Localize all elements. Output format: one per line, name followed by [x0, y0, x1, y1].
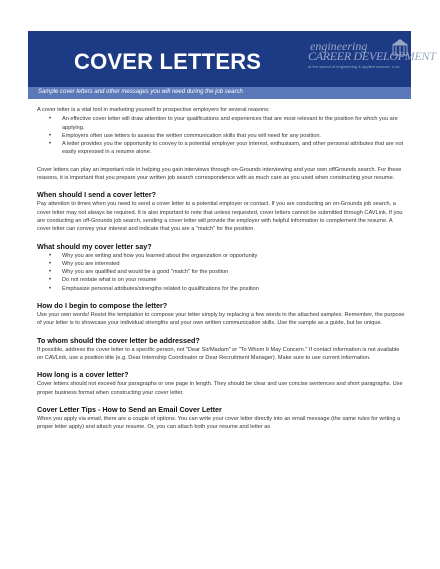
section-body: Pay attention to times when you need to send a cover letter to a potential employer or contact. If you are conducting an on-Grounds job search, a cover letter may not always be required. It is also important to note that unless requested, cover letters cannot be submitted through CAVLink. If you are conducting an off-Grounds job search, sending a cover letter will provide the employer with helpful information to complement the resume. A cover letter can convey your interest and indicate that you are a "match" for the position.	[37, 201, 403, 233]
brand-line-1: engineering	[310, 39, 368, 53]
title-banner	[28, 31, 436, 87]
section-what	[37, 242, 407, 293]
intro-paragraph: Cover letters can play an important role in helping you gain interviews through on-Grounds interviewing and your own offGrounds search. For these reasons, it is important that you prepare your written job search correspondence with as much care as you used when constructing your resume.	[37, 166, 402, 182]
brand-logo	[308, 37, 436, 77]
bullet-icon: •	[49, 269, 52, 276]
what-bullet-list	[37, 252, 407, 293]
section-body: Cover letters should not exceed four paragraphs or one page in length. They should be clear and use concise sentences and short paragraphs. Use proper business format when constructing your cover letter.	[37, 381, 403, 396]
subtitle-bar	[28, 87, 411, 99]
section-heading: When should I send a cover letter?	[37, 190, 157, 200]
section-heading: To whom should the cover letter be addressed?	[37, 335, 200, 345]
list-item: • A letter provides you the opportunity to convey to a potential employer your interest, enthusiasm, and other personal attributes that are not easily expressed in a resume alone.	[49, 141, 404, 156]
intro-lead: A cover letter is a vital tool in marketing yourself to prospective employers for several reasons:	[37, 107, 270, 113]
list-item: • Employers often use letters to assess the written communication skills that you will need for any position.	[49, 132, 321, 139]
section-length	[37, 370, 407, 397]
intro-bullet-list	[37, 115, 407, 156]
bullet-icon: •	[49, 132, 52, 139]
section-heading: Cover Letter Tips - How to Send an Email Cover Letter	[37, 404, 222, 414]
bullet-icon: •	[49, 116, 52, 123]
section-address	[37, 336, 407, 363]
section-heading: How do I begin to compose the letter?	[37, 301, 168, 311]
bullet-icon: •	[49, 285, 52, 292]
section-body: If possible, address the cover letter to a specific person, not "Dear Sir/Madam" or "To Whom It May Concern." If contact information is not available on CAVLink, use a position title (e.g. Dear Internship Coordinator or Dear Recruitment Manager). Make sure to use current information.	[37, 346, 400, 361]
list-item: • Why you are qualified and would be a good "match" for the position	[49, 269, 229, 276]
list-item: • Why you are interested	[49, 260, 120, 267]
section-body: Use your own words! Resist the temptation to compose your letter simply by replacing a few words in the attached samples. Remember, the purpose of your letter is to showcase your individual strengths and your own written communication skills. Use the sample as a guide, but be unique.	[37, 312, 405, 327]
bullet-icon: •	[49, 260, 52, 267]
section-heading: How long is a cover letter?	[37, 370, 129, 380]
section-begin	[37, 301, 407, 328]
bullet-icon: •	[49, 277, 52, 284]
page-title: COVER LETTERS	[74, 49, 262, 74]
building-icon	[390, 37, 410, 57]
section-when	[37, 190, 407, 233]
section-heading: What should my cover letter say?	[37, 241, 152, 251]
list-item: • Do not restate what is on your resume	[49, 277, 157, 284]
brand-line-2: CAREER DEVELOPMENT	[308, 49, 436, 63]
bullet-icon: •	[49, 141, 52, 148]
bullet-icon: •	[49, 252, 52, 259]
brand-line-3: at the school of engineering & applied science, u.va.	[308, 64, 401, 69]
section-body: When you apply via email, there are a couple of options. You can write your cover letter directly into an email message (the same rules for writing a proper letter apply) and attach your resume. Or, you can attach both your resume and letter as	[37, 415, 401, 431]
list-item: • Emphasize personal attributes/strengths related to qualifications for the position	[49, 285, 259, 292]
list-item: • Why you are writing and how you learned about the organization or opportunity	[49, 252, 258, 259]
list-item: • An effective cover letter will draw attention to your qualifications and experiences that are most relevant to the position for which you are applying.	[49, 116, 398, 131]
section-email-tips	[37, 405, 407, 432]
document-body	[37, 106, 407, 431]
subtitle: Sample cover letters and other messages you will need during the job search	[38, 88, 243, 95]
